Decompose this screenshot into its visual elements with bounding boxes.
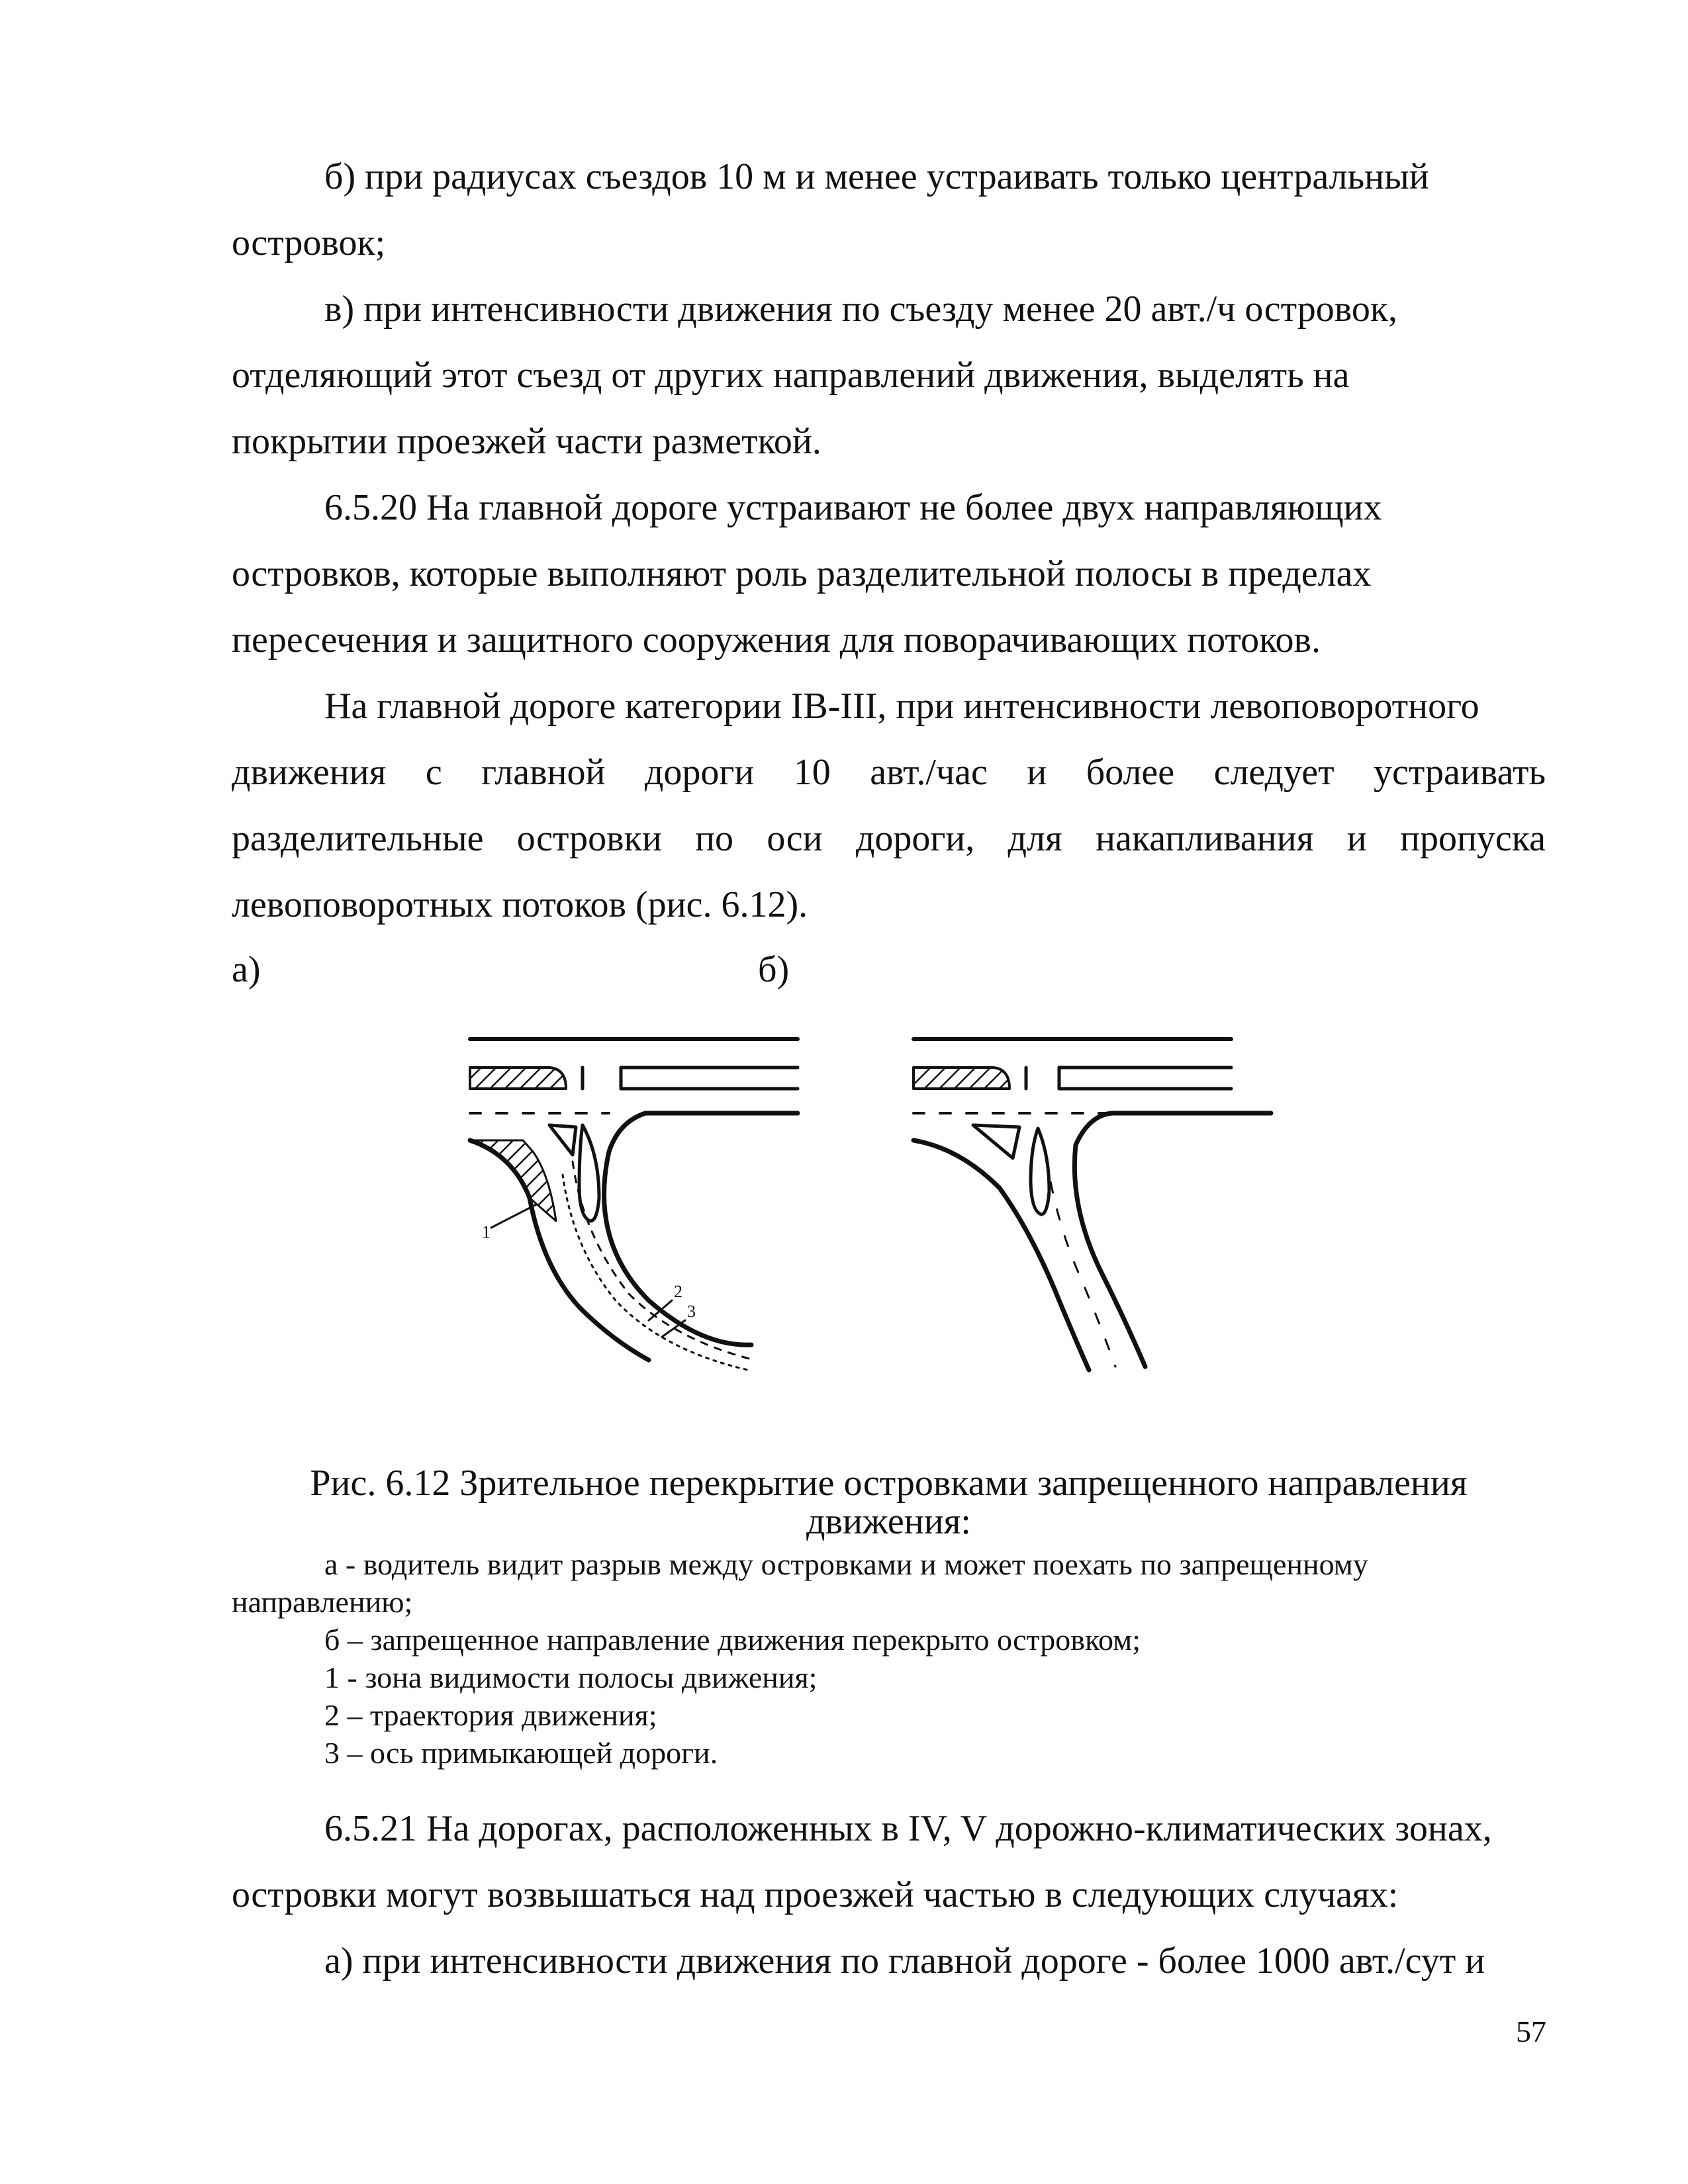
legend-line: 3 – ось примыкающей дороги. — [324, 1736, 718, 1770]
page-number: 57 — [1516, 2015, 1546, 2048]
figure-caption-title: Рис. 6.12 Зрительное перекрытие островками запрещенного направления — [310, 1463, 1468, 1504]
text-line: покрытии проезжей части разметкой. — [232, 421, 821, 462]
text-line: разделительные островки по оси дороги, для накапливания и пропуска — [232, 818, 1546, 859]
text-line: левоповоротных потоков (рис. 6.12). — [232, 884, 808, 925]
legend-line: 1 - зона видимости полосы движения; — [324, 1661, 818, 1694]
figure-caption-title-cont: движения: — [806, 1501, 971, 1542]
text-line: отделяющий этот съезд от других направлений движения, выделять на — [232, 355, 1350, 396]
text-line: островки могут возвышаться над проезжей частью в следующих случаях: — [232, 1874, 1399, 1915]
text-line: б) при радиусах съездов 10 м и менее устраивать только центральный — [324, 156, 1429, 197]
diagram-b — [914, 1039, 1271, 1370]
text-line: 6.5.20 На главной дороге устраивают не более двух направляющих — [324, 487, 1382, 528]
legend-line: а - водитель видит разрыв между островками и может поехать по запрещенному — [324, 1547, 1368, 1581]
hatched-island — [914, 1068, 1009, 1089]
text-line: пересечения и защитного сооружения для поворачивающих потоков. — [232, 619, 1321, 660]
diagram-a — [470, 1039, 798, 1370]
text-line: 6.5.21 На дорогах, расположенных в IV, V дорожно-климатических зонах, — [324, 1808, 1492, 1849]
legend-line: направлению; — [232, 1585, 413, 1619]
legend-line: б – запрещенное направление движения перекрыто островком; — [324, 1623, 1141, 1657]
figure-label-b: б) — [758, 949, 790, 990]
hatched-island — [470, 1068, 566, 1089]
visibility-zone — [470, 1140, 556, 1221]
figure-intersection-diagram — [450, 1023, 1284, 1406]
figure-label-a: а) — [232, 949, 261, 990]
callout-2: 2 — [674, 1282, 682, 1301]
text-line: островков, которые выполняют роль разделительной полосы в пределах — [232, 553, 1372, 594]
text-line: движения с главной дороги 10 авт./час и более следует устраивать — [232, 752, 1546, 793]
text-line: На главной дороге категории IВ-III, при интенсивности левоповоротного — [324, 686, 1479, 727]
text-line: в) при интенсивности движения по съезду менее 20 авт./ч островок, — [324, 289, 1398, 330]
callout-3: 3 — [687, 1302, 696, 1321]
callout-1: 1 — [482, 1222, 491, 1242]
text-line: а) при интенсивности движения по главной дороге - более 1000 авт./сут и — [324, 1940, 1485, 1981]
text-line: островок; — [232, 222, 386, 263]
legend-line: 2 – траектория движения; — [324, 1698, 657, 1732]
